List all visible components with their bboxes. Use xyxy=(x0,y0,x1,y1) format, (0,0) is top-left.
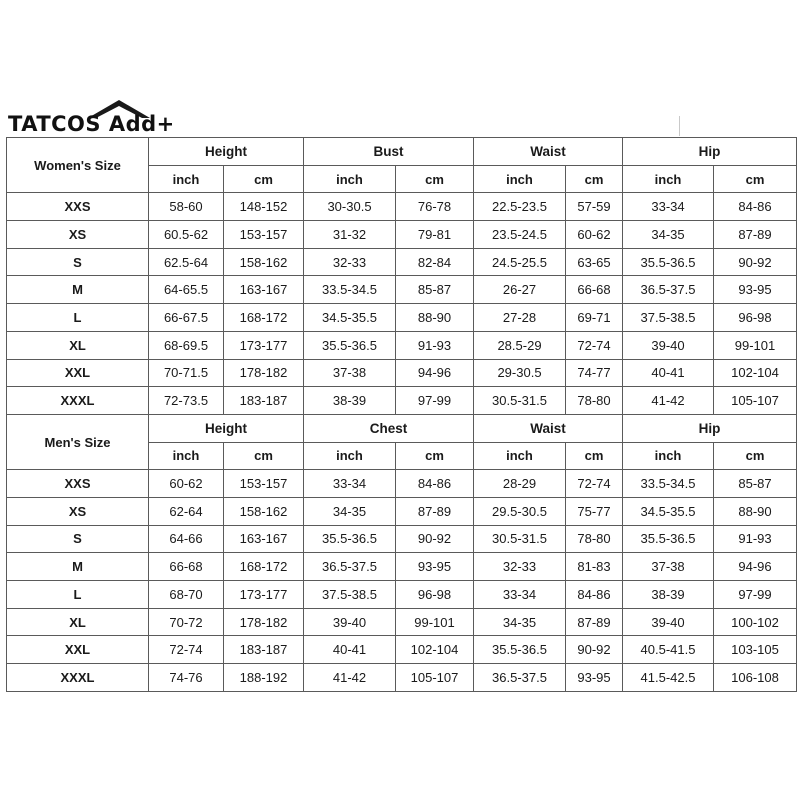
table-cell: 40-41 xyxy=(623,359,714,387)
table-cell: 66-67.5 xyxy=(149,304,224,332)
table-cell: 75-77 xyxy=(566,497,623,525)
table-cell: 36.5-37.5 xyxy=(474,664,566,692)
table-cell: 39-40 xyxy=(623,331,714,359)
men-unit-header: cm xyxy=(224,442,304,470)
women-unit-header: cm xyxy=(224,165,304,193)
table-cell: 27-28 xyxy=(474,304,566,332)
table-cell: 158-162 xyxy=(224,497,304,525)
size-label: XXL xyxy=(7,359,149,387)
table-cell: 63-65 xyxy=(566,248,623,276)
table-cell: 37-38 xyxy=(304,359,396,387)
table-cell: 41-42 xyxy=(304,664,396,692)
table-cell: 82-84 xyxy=(396,248,474,276)
table-cell: 36.5-37.5 xyxy=(304,553,396,581)
table-cell: 74-76 xyxy=(149,664,224,692)
men-group-header: Waist xyxy=(474,414,623,442)
table-cell: 62-64 xyxy=(149,497,224,525)
women-unit-header: inch xyxy=(304,165,396,193)
women-group-header: Bust xyxy=(304,138,474,166)
men-group-header: Chest xyxy=(304,414,474,442)
table-cell: 33-34 xyxy=(474,581,566,609)
table-cell: 78-80 xyxy=(566,387,623,415)
table-cell: 84-86 xyxy=(396,470,474,498)
table-cell: 158-162 xyxy=(224,248,304,276)
size-label: S xyxy=(7,248,149,276)
table-cell: 38-39 xyxy=(623,581,714,609)
table-cell: 41-42 xyxy=(623,387,714,415)
table-row xyxy=(7,581,797,609)
table-row xyxy=(7,608,797,636)
table-cell: 183-187 xyxy=(224,387,304,415)
table-cell: 79-81 xyxy=(396,221,474,249)
table-cell: 30-30.5 xyxy=(304,193,396,221)
table-cell: 93-95 xyxy=(396,553,474,581)
men-size-section xyxy=(7,414,797,691)
table-cell: 68-69.5 xyxy=(149,331,224,359)
size-label: L xyxy=(7,581,149,609)
table-cell: 66-68 xyxy=(149,553,224,581)
size-chart-table xyxy=(6,137,797,692)
table-cell: 36.5-37.5 xyxy=(623,276,714,304)
table-cell: 33.5-34.5 xyxy=(623,470,714,498)
table-row xyxy=(7,193,797,221)
brand-name: TATCOS Add+ xyxy=(8,112,175,136)
table-cell: 28.5-29 xyxy=(474,331,566,359)
table-cell: 39-40 xyxy=(304,608,396,636)
table-cell: 34.5-35.5 xyxy=(623,497,714,525)
table-cell: 72-74 xyxy=(566,470,623,498)
table-row xyxy=(7,331,797,359)
men-unit-header: inch xyxy=(149,442,224,470)
table-cell: 85-87 xyxy=(396,276,474,304)
table-cell: 64-66 xyxy=(149,525,224,553)
size-label: XXXL xyxy=(7,664,149,692)
women-unit-header: cm xyxy=(396,165,474,193)
table-cell: 106-108 xyxy=(714,664,797,692)
table-cell: 88-90 xyxy=(396,304,474,332)
table-cell: 33-34 xyxy=(304,470,396,498)
table-cell: 60-62 xyxy=(149,470,224,498)
table-cell: 30.5-31.5 xyxy=(474,387,566,415)
women-unit-header: inch xyxy=(149,165,224,193)
table-row xyxy=(7,525,797,553)
size-label: M xyxy=(7,276,149,304)
table-cell: 57-59 xyxy=(566,193,623,221)
women-group-header-row xyxy=(7,138,797,166)
table-cell: 163-167 xyxy=(224,525,304,553)
table-row xyxy=(7,387,797,415)
table-cell: 34.5-35.5 xyxy=(304,304,396,332)
table-cell: 32-33 xyxy=(304,248,396,276)
table-cell: 94-96 xyxy=(714,553,797,581)
table-cell: 168-172 xyxy=(224,553,304,581)
women-group-header: Height xyxy=(149,138,304,166)
table-cell: 84-86 xyxy=(714,193,797,221)
table-cell: 90-92 xyxy=(714,248,797,276)
women-unit-header: inch xyxy=(474,165,566,193)
table-cell: 60.5-62 xyxy=(149,221,224,249)
table-cell: 35.5-36.5 xyxy=(304,525,396,553)
size-label: S xyxy=(7,525,149,553)
table-cell: 68-70 xyxy=(149,581,224,609)
women-size-title: Women's Size xyxy=(7,138,149,193)
table-row xyxy=(7,553,797,581)
table-cell: 153-157 xyxy=(224,221,304,249)
table-row xyxy=(7,664,797,692)
table-cell: 34-35 xyxy=(623,221,714,249)
men-unit-header: cm xyxy=(396,442,474,470)
table-cell: 70-71.5 xyxy=(149,359,224,387)
table-cell: 26-27 xyxy=(474,276,566,304)
table-cell: 96-98 xyxy=(714,304,797,332)
table-cell: 173-177 xyxy=(224,331,304,359)
table-cell: 64-65.5 xyxy=(149,276,224,304)
size-label: M xyxy=(7,553,149,581)
size-label: XXS xyxy=(7,470,149,498)
table-cell: 35.5-36.5 xyxy=(623,248,714,276)
table-cell: 35.5-36.5 xyxy=(474,636,566,664)
men-unit-header: cm xyxy=(714,442,797,470)
women-size-section xyxy=(7,138,797,415)
table-cell: 99-101 xyxy=(714,331,797,359)
table-cell: 84-86 xyxy=(566,581,623,609)
table-cell: 39-40 xyxy=(623,608,714,636)
table-cell: 35.5-36.5 xyxy=(304,331,396,359)
table-cell: 148-152 xyxy=(224,193,304,221)
table-cell: 34-35 xyxy=(474,608,566,636)
table-cell: 94-96 xyxy=(396,359,474,387)
table-row xyxy=(7,470,797,498)
table-cell: 33-34 xyxy=(623,193,714,221)
table-cell: 24.5-25.5 xyxy=(474,248,566,276)
table-cell: 66-68 xyxy=(566,276,623,304)
divider-mark xyxy=(679,116,680,136)
table-cell: 76-78 xyxy=(396,193,474,221)
size-label: XXXL xyxy=(7,387,149,415)
table-cell: 105-107 xyxy=(714,387,797,415)
table-cell: 23.5-24.5 xyxy=(474,221,566,249)
table-row xyxy=(7,497,797,525)
table-cell: 91-93 xyxy=(396,331,474,359)
table-cell: 88-90 xyxy=(714,497,797,525)
table-cell: 33.5-34.5 xyxy=(304,276,396,304)
table-cell: 34-35 xyxy=(304,497,396,525)
table-cell: 30.5-31.5 xyxy=(474,525,566,553)
table-cell: 60-62 xyxy=(566,221,623,249)
table-cell: 72-74 xyxy=(149,636,224,664)
table-cell: 168-172 xyxy=(224,304,304,332)
table-cell: 173-177 xyxy=(224,581,304,609)
size-label: XL xyxy=(7,331,149,359)
table-row xyxy=(7,636,797,664)
table-cell: 183-187 xyxy=(224,636,304,664)
size-label: XL xyxy=(7,608,149,636)
table-cell: 62.5-64 xyxy=(149,248,224,276)
table-cell: 100-102 xyxy=(714,608,797,636)
men-size-title: Men's Size xyxy=(7,414,149,469)
table-cell: 72-73.5 xyxy=(149,387,224,415)
men-unit-header: inch xyxy=(474,442,566,470)
table-cell: 78-80 xyxy=(566,525,623,553)
size-label: XS xyxy=(7,221,149,249)
table-cell: 102-104 xyxy=(714,359,797,387)
table-row xyxy=(7,304,797,332)
table-cell: 35.5-36.5 xyxy=(623,525,714,553)
table-cell: 102-104 xyxy=(396,636,474,664)
table-cell: 90-92 xyxy=(566,636,623,664)
table-cell: 178-182 xyxy=(224,608,304,636)
table-cell: 153-157 xyxy=(224,470,304,498)
table-row xyxy=(7,276,797,304)
table-cell: 58-60 xyxy=(149,193,224,221)
table-row xyxy=(7,248,797,276)
men-group-header: Hip xyxy=(623,414,797,442)
table-cell: 97-99 xyxy=(714,581,797,609)
table-cell: 99-101 xyxy=(396,608,474,636)
women-group-header: Hip xyxy=(623,138,797,166)
women-group-header: Waist xyxy=(474,138,623,166)
table-cell: 41.5-42.5 xyxy=(623,664,714,692)
table-cell: 87-89 xyxy=(566,608,623,636)
table-row xyxy=(7,359,797,387)
size-label: XXS xyxy=(7,193,149,221)
table-cell: 105-107 xyxy=(396,664,474,692)
men-unit-header: inch xyxy=(623,442,714,470)
size-label: L xyxy=(7,304,149,332)
table-cell: 38-39 xyxy=(304,387,396,415)
table-cell: 70-72 xyxy=(149,608,224,636)
table-cell: 74-77 xyxy=(566,359,623,387)
table-cell: 97-99 xyxy=(396,387,474,415)
size-label: XS xyxy=(7,497,149,525)
women-unit-header: cm xyxy=(714,165,797,193)
table-cell: 29-30.5 xyxy=(474,359,566,387)
table-cell: 32-33 xyxy=(474,553,566,581)
table-cell: 72-74 xyxy=(566,331,623,359)
table-cell: 178-182 xyxy=(224,359,304,387)
men-unit-header: cm xyxy=(566,442,623,470)
table-cell: 37.5-38.5 xyxy=(304,581,396,609)
table-cell: 91-93 xyxy=(714,525,797,553)
table-cell: 81-83 xyxy=(566,553,623,581)
table-cell: 22.5-23.5 xyxy=(474,193,566,221)
table-cell: 96-98 xyxy=(396,581,474,609)
size-label: XXL xyxy=(7,636,149,664)
table-cell: 28-29 xyxy=(474,470,566,498)
table-cell: 87-89 xyxy=(396,497,474,525)
men-group-header: Height xyxy=(149,414,304,442)
table-row xyxy=(7,221,797,249)
table-cell: 90-92 xyxy=(396,525,474,553)
women-unit-header: cm xyxy=(566,165,623,193)
table-cell: 93-95 xyxy=(714,276,797,304)
table-cell: 37.5-38.5 xyxy=(623,304,714,332)
table-cell: 29.5-30.5 xyxy=(474,497,566,525)
men-unit-header: inch xyxy=(304,442,396,470)
table-cell: 93-95 xyxy=(566,664,623,692)
table-cell: 188-192 xyxy=(224,664,304,692)
table-cell: 37-38 xyxy=(623,553,714,581)
table-cell: 40.5-41.5 xyxy=(623,636,714,664)
table-cell: 103-105 xyxy=(714,636,797,664)
table-cell: 87-89 xyxy=(714,221,797,249)
table-cell: 85-87 xyxy=(714,470,797,498)
table-cell: 31-32 xyxy=(304,221,396,249)
table-cell: 40-41 xyxy=(304,636,396,664)
men-group-header-row xyxy=(7,414,797,442)
table-cell: 69-71 xyxy=(566,304,623,332)
women-unit-header: inch xyxy=(623,165,714,193)
table-cell: 163-167 xyxy=(224,276,304,304)
